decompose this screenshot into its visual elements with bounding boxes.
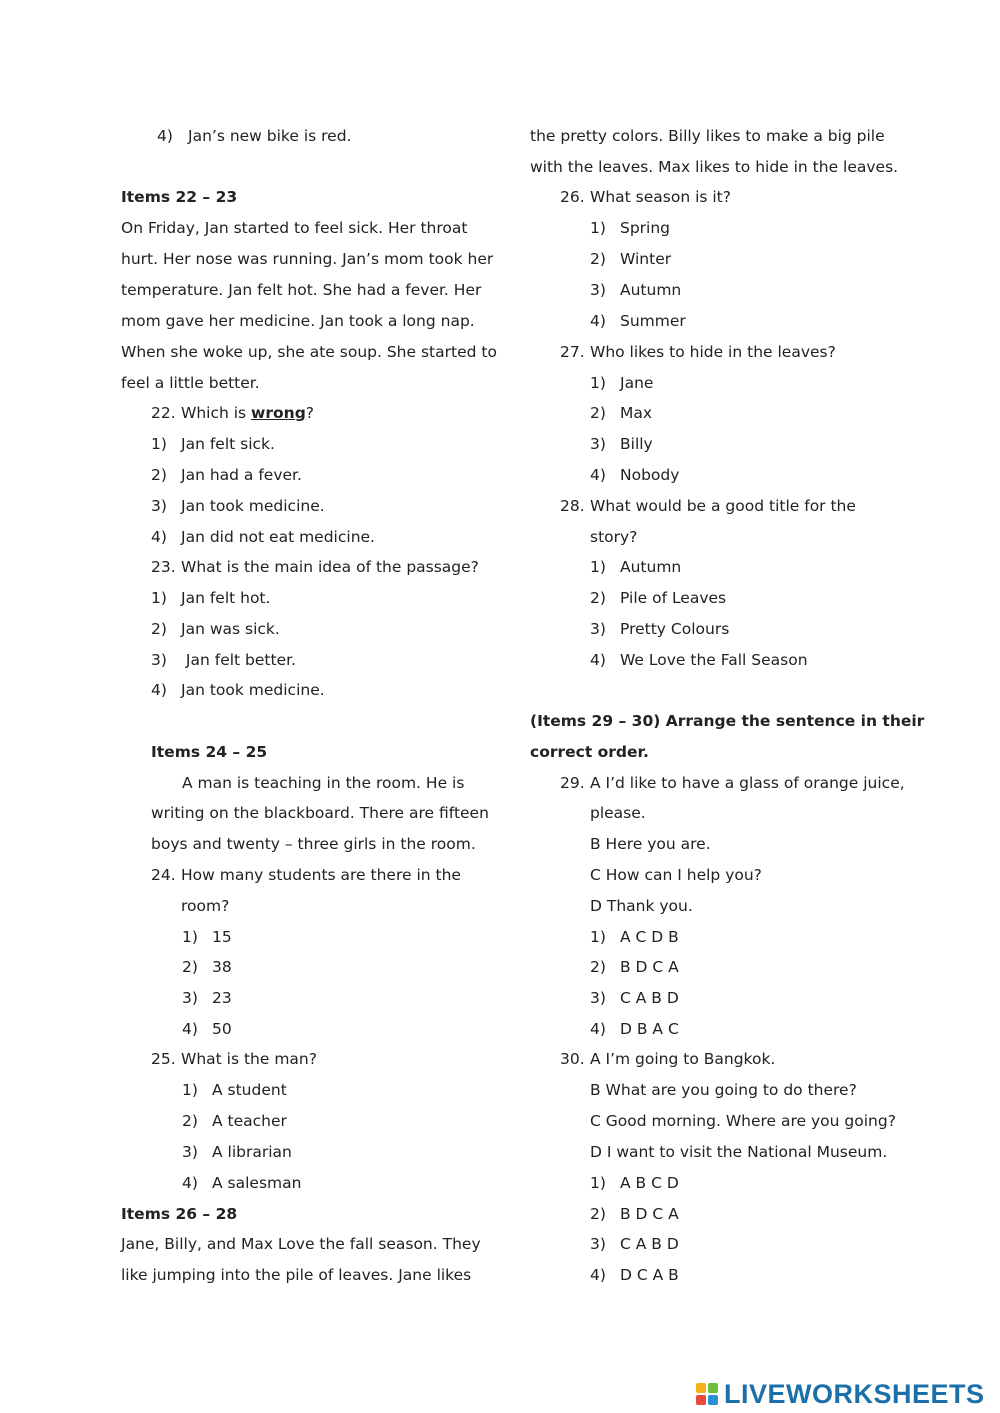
q28-option-2[interactable] xyxy=(590,588,727,608)
dialogue-line: A I’m going to Bangkok. xyxy=(590,1050,776,1068)
option-text: Jan was sick. xyxy=(181,620,280,638)
option-text: A B C D xyxy=(620,1174,679,1192)
option-text: Spring xyxy=(620,219,671,237)
q28-option-1[interactable] xyxy=(590,557,682,577)
q23-option-1[interactable] xyxy=(151,588,271,608)
option-number: 2) xyxy=(590,589,606,607)
q22-option-3[interactable] xyxy=(151,496,325,516)
q27-option-2[interactable] xyxy=(590,403,653,423)
question-number: 29. xyxy=(560,774,585,792)
q25-option-4[interactable] xyxy=(182,1173,302,1193)
question-number: 28. xyxy=(560,497,585,515)
option-text: Jan had a fever. xyxy=(181,466,302,484)
q30-option-1[interactable] xyxy=(590,1173,679,1193)
dialogue-line: D Thank you. xyxy=(590,897,693,915)
question-number: 27. xyxy=(560,343,585,361)
passage-line: with the leaves. Max likes to hide in the leaves. xyxy=(530,158,899,176)
q29-option-2[interactable] xyxy=(590,957,679,977)
passage-line: A man is teaching in the room. He is xyxy=(182,774,465,792)
question-28 xyxy=(560,496,856,516)
option-text: B D C A xyxy=(620,1205,679,1223)
option-text: Jan took medicine. xyxy=(181,681,325,699)
option-text: Jan did not eat medicine. xyxy=(181,528,375,546)
option-text: Summer xyxy=(620,312,686,330)
q25-option-2[interactable] xyxy=(182,1111,287,1131)
option-text: C A B D xyxy=(620,1235,679,1253)
question-number: 24. xyxy=(151,866,176,884)
q24-option-4[interactable] xyxy=(182,1019,232,1039)
q24-option-3[interactable] xyxy=(182,988,232,1008)
option-text: 38 xyxy=(212,958,232,976)
question-number: 26. xyxy=(560,188,585,206)
option-number: 3) xyxy=(182,1143,198,1161)
question-text: Who likes to hide in the leaves? xyxy=(590,343,836,361)
option-text: Autumn xyxy=(620,558,682,576)
option-number: 2) xyxy=(590,958,606,976)
section-heading-29-30-continued: correct order. xyxy=(530,743,649,761)
option-text: Winter xyxy=(620,250,672,268)
option-text: 50 xyxy=(212,1020,232,1038)
option-number: 4) xyxy=(590,1020,606,1038)
question-text: What is the main idea of the passage? xyxy=(181,558,479,576)
option-number: 1) xyxy=(590,219,606,237)
q29-option-4[interactable] xyxy=(590,1019,679,1039)
option-number: 4) xyxy=(151,528,167,546)
question-number: 23. xyxy=(151,558,176,576)
option-text: Jan felt hot. xyxy=(181,589,271,607)
option-text: A salesman xyxy=(212,1174,302,1192)
option-number: 2) xyxy=(151,620,167,638)
logo-square xyxy=(696,1395,706,1405)
option-text: Nobody xyxy=(620,466,680,484)
section-heading-26-28: Items 26 – 28 xyxy=(121,1205,238,1223)
option-text: Jan felt better. xyxy=(181,651,296,669)
option-number: 3) xyxy=(151,497,167,515)
q25-option-3[interactable] xyxy=(182,1142,292,1162)
question-text: How many students are there in the xyxy=(181,866,461,884)
dialogue-line: B What are you going to do there? xyxy=(590,1081,857,1099)
option-text: Billy xyxy=(620,435,653,453)
option-text: We Love the Fall Season xyxy=(620,651,808,669)
dialogue-line: A I’d like to have a glass of orange juice, xyxy=(590,774,905,792)
option-number: 1) xyxy=(590,1174,606,1192)
logo-text: LIVEWORKSHEETS xyxy=(724,1378,985,1409)
question-text: What would be a good title for the xyxy=(590,497,856,515)
option-number: 1) xyxy=(590,558,606,576)
passage-line: mom gave her medicine. Jan took a long nap. xyxy=(121,312,475,330)
option-number: 3) xyxy=(151,651,167,669)
option-number: 3) xyxy=(590,281,606,299)
option-text: Pile of Leaves xyxy=(620,589,727,607)
q23-option-3[interactable] xyxy=(151,650,296,670)
option-number: 1) xyxy=(151,589,167,607)
option-text: D B A C xyxy=(620,1020,679,1038)
question-emphasis: wrong xyxy=(251,404,306,422)
q24-option-2[interactable] xyxy=(182,957,232,977)
passage-line: temperature. Jan felt hot. She had a fever. Her xyxy=(121,281,482,299)
option-text: A student xyxy=(212,1081,287,1099)
passage-line: boys and twenty – three girls in the room. xyxy=(151,835,476,853)
question-25 xyxy=(151,1049,317,1069)
passage-line: the pretty colors. Billy likes to make a big pile xyxy=(530,127,885,145)
q25-option-1[interactable] xyxy=(182,1080,287,1100)
option-number: 4) xyxy=(590,651,606,669)
logo-mark-icon xyxy=(696,1383,718,1405)
q27-option-3[interactable] xyxy=(590,434,653,454)
option-number: 3) xyxy=(590,435,606,453)
option-text: B D C A xyxy=(620,958,679,976)
q22-option-1[interactable] xyxy=(151,434,275,454)
dialogue-line: B Here you are. xyxy=(590,835,711,853)
dialogue-line: please. xyxy=(590,804,646,822)
option-text: A C D B xyxy=(620,928,679,946)
option-text: C A B D xyxy=(620,989,679,1007)
section-heading-22-23: Items 22 – 23 xyxy=(121,188,238,206)
question-24 xyxy=(151,865,461,885)
passage-line: Jane, Billy, and Max Love the fall season. They xyxy=(121,1235,481,1253)
q29-option-1[interactable] xyxy=(590,927,679,947)
option-number: 3) xyxy=(182,989,198,1007)
option-text: Max xyxy=(620,404,653,422)
option-text: Pretty Colours xyxy=(620,620,730,638)
option-text: D C A B xyxy=(620,1266,679,1284)
q26-option-4[interactable] xyxy=(590,311,686,331)
option-number: 2) xyxy=(151,466,167,484)
option-number: 2) xyxy=(590,1205,606,1223)
option-number: 2) xyxy=(590,250,606,268)
passage-line: hurt. Her nose was running. Jan’s mom took her xyxy=(121,250,494,268)
option-number: 2) xyxy=(590,404,606,422)
section-heading-24-25: Items 24 – 25 xyxy=(151,743,268,761)
q23-option-2[interactable] xyxy=(151,619,280,639)
question-text: What is the man? xyxy=(181,1050,317,1068)
question-text: What season is it? xyxy=(590,188,731,206)
q30-option-3[interactable] xyxy=(590,1234,679,1254)
section-heading-29-30: (Items 29 – 30) Arrange the sentence in their xyxy=(530,712,925,730)
question-26 xyxy=(560,187,731,207)
q23-option-4[interactable] xyxy=(151,680,325,700)
question-29 xyxy=(560,773,905,793)
q21-option-4[interactable] xyxy=(157,126,352,146)
question-text: Which is xyxy=(181,404,252,422)
option-text: A librarian xyxy=(212,1143,292,1161)
option-number: 4) xyxy=(590,312,606,330)
dialogue-line: C Good morning. Where are you going? xyxy=(590,1112,896,1130)
option-text: Autumn xyxy=(620,281,682,299)
q28-option-3[interactable] xyxy=(590,619,730,639)
question-number: 25. xyxy=(151,1050,176,1068)
question-23 xyxy=(151,557,479,577)
logo-square xyxy=(708,1395,718,1405)
option-number: 3) xyxy=(590,989,606,1007)
question-number: 30. xyxy=(560,1050,585,1068)
passage-line: writing on the blackboard. There are fifteen xyxy=(151,804,489,822)
option-number: 1) xyxy=(182,1081,198,1099)
passage-line: When she woke up, she ate soup. She started to xyxy=(121,343,497,361)
question-22 xyxy=(151,403,315,423)
logo-square xyxy=(708,1383,718,1393)
option-number: 1) xyxy=(151,435,167,453)
option-number: 3) xyxy=(590,1235,606,1253)
q27-option-1[interactable] xyxy=(590,373,654,393)
option-text: Jan took medicine. xyxy=(181,497,325,515)
option-number: 4) xyxy=(182,1020,198,1038)
q30-option-4[interactable] xyxy=(590,1265,679,1285)
question-text-continued: room? xyxy=(181,897,230,915)
option-number: 1) xyxy=(590,374,606,392)
question-27 xyxy=(560,342,836,362)
option-number: 4) xyxy=(590,466,606,484)
q22-option-4[interactable] xyxy=(151,527,375,547)
option-number: 2) xyxy=(182,958,198,976)
question-text-continued: story? xyxy=(590,528,638,546)
q30-option-2[interactable] xyxy=(590,1204,679,1224)
option-text: Jan felt sick. xyxy=(181,435,275,453)
q26-option-1[interactable] xyxy=(590,218,671,238)
option-number: 1) xyxy=(590,928,606,946)
q28-option-4[interactable] xyxy=(590,650,808,670)
option-text: Jane xyxy=(620,374,654,392)
q26-option-2[interactable] xyxy=(590,249,672,269)
option-number: 4) xyxy=(151,681,167,699)
option-number: 4) xyxy=(590,1266,606,1284)
dialogue-line: C How can I help you? xyxy=(590,866,762,884)
option-text: 15 xyxy=(212,928,232,946)
option-number: 4) xyxy=(182,1174,198,1192)
logo-square xyxy=(696,1383,706,1393)
passage-line: On Friday, Jan started to feel sick. Her throat xyxy=(121,219,468,237)
option-number: 4) xyxy=(157,127,173,145)
question-number: 22. xyxy=(151,404,176,422)
option-number: 2) xyxy=(182,1112,198,1130)
passage-line: like jumping into the pile of leaves. Jane likes xyxy=(121,1266,472,1284)
liveworksheets-logo[interactable] xyxy=(696,1378,985,1410)
q26-option-3[interactable] xyxy=(590,280,682,300)
q29-option-3[interactable] xyxy=(590,988,679,1008)
option-number: 3) xyxy=(590,620,606,638)
question-text: ? xyxy=(305,404,315,422)
q24-option-1[interactable] xyxy=(182,927,232,947)
q22-option-2[interactable] xyxy=(151,465,302,485)
option-number: 1) xyxy=(182,928,198,946)
option-text: A teacher xyxy=(212,1112,287,1130)
dialogue-line: D I want to visit the National Museum. xyxy=(590,1143,888,1161)
option-text: Jan’s new bike is red. xyxy=(188,127,352,145)
option-text: 23 xyxy=(212,989,232,1007)
question-30 xyxy=(560,1049,776,1069)
q27-option-4[interactable] xyxy=(590,465,680,485)
passage-line: feel a little better. xyxy=(121,374,260,392)
